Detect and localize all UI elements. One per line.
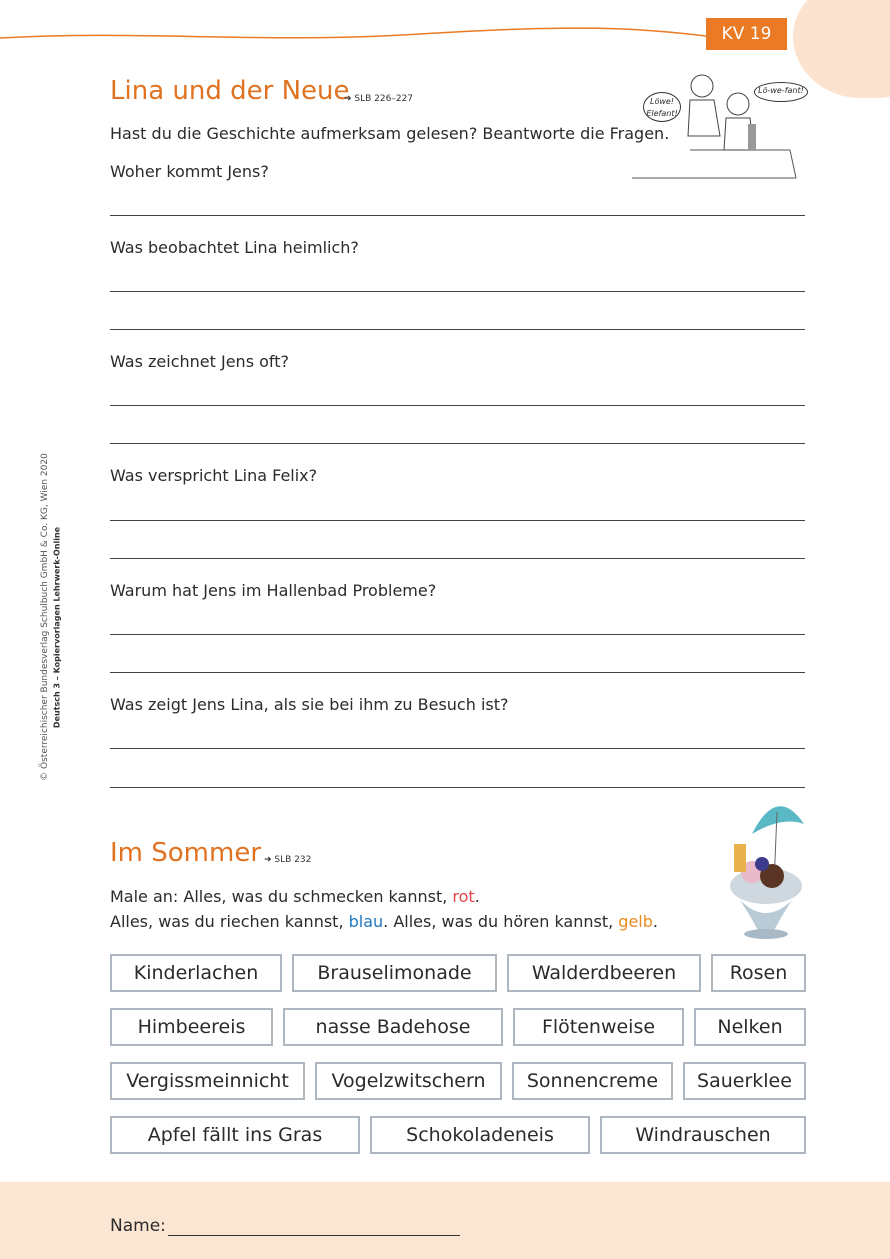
answer-line[interactable] <box>110 520 805 521</box>
word-box[interactable]: Nelken <box>694 1008 806 1046</box>
word-box[interactable]: Vergissmeinnicht <box>110 1062 305 1100</box>
instruction-text: . Alles, was du hören kannst, <box>383 912 619 931</box>
question-1: Woher kommt Jens? <box>110 162 269 181</box>
word-box[interactable]: Sauerklee <box>683 1062 806 1100</box>
word-box[interactable]: Schokoladeneis <box>370 1116 590 1154</box>
color-word-yellow: gelb <box>618 912 653 931</box>
question-4: Was verspricht Lina Felix? <box>110 466 318 485</box>
section1-intro: Hast du die Geschichte aufmerksam gelesen? Beantworte die Fragen. <box>110 124 670 143</box>
answer-line[interactable] <box>110 405 805 406</box>
series-text: Deutsch 3 – Kopiervorlagen Lehrwerk-Online <box>52 526 62 729</box>
copyright-text: © Österreichischer Bundesverlag Schulbuch GmbH & Co. KG, Wien 2020 <box>40 453 50 781</box>
answer-line[interactable] <box>110 215 805 216</box>
word-box[interactable]: Sonnencreme <box>512 1062 673 1100</box>
section2-title: Im Sommer <box>110 838 262 868</box>
instruction-text: . <box>474 887 480 906</box>
answer-line[interactable] <box>110 748 805 749</box>
name-label: Name: <box>110 1216 166 1236</box>
answer-line[interactable] <box>110 634 805 635</box>
section1-title: Lina und der Neue <box>110 76 350 106</box>
word-box[interactable]: Rosen <box>711 954 806 992</box>
answer-line[interactable] <box>110 443 805 444</box>
question-5: Warum hat Jens im Hallenbad Probleme? <box>110 581 437 600</box>
word-box[interactable]: Himbeereis <box>110 1008 273 1046</box>
instruction-text: Alles, was du riechen kannst, <box>110 912 349 931</box>
question-2: Was beobachtet Lina heimlich? <box>110 238 359 257</box>
word-box[interactable]: Brauselimonade <box>292 954 497 992</box>
instruction-text: . <box>652 912 658 931</box>
instruction-line-2 <box>110 912 658 931</box>
instruction-text: Male an: Alles, was du schmecken kannst, <box>110 887 453 906</box>
speech-bubble-left: Löwe! Elefant! <box>643 92 681 122</box>
speech-bubble-right: Lö-we-fant! <box>754 82 808 102</box>
instruction-line-1 <box>110 887 480 906</box>
answer-line[interactable] <box>110 558 805 559</box>
color-word-blue: blau <box>348 912 384 931</box>
word-box[interactable]: Windrauschen <box>600 1116 806 1154</box>
color-word-red: rot <box>452 887 475 906</box>
ice-cream-illustration <box>722 794 812 946</box>
corner-blob <box>793 0 890 98</box>
word-box[interactable]: Kinderlachen <box>110 954 282 992</box>
word-box[interactable]: Flötenweise <box>513 1008 684 1046</box>
name-input-line[interactable] <box>168 1235 460 1236</box>
section1-ref: ➜ SLB 226–227 <box>344 94 414 104</box>
worksheet-badge: KV 19 <box>706 18 787 50</box>
word-box[interactable]: Vogelzwitschern <box>315 1062 502 1100</box>
word-box[interactable]: nasse Badehose <box>283 1008 503 1046</box>
answer-line[interactable] <box>110 291 805 292</box>
question-6: Was zeigt Jens Lina, als sie bei ihm zu Besuch ist? <box>110 695 509 714</box>
answer-line[interactable] <box>110 672 805 673</box>
question-3: Was zeichnet Jens oft? <box>110 352 290 371</box>
word-box[interactable]: Walderdbeeren <box>507 954 701 992</box>
section2-ref: ➜ SLB 232 <box>264 855 312 865</box>
answer-line[interactable] <box>110 787 805 788</box>
word-box[interactable]: Apfel fällt ins Gras <box>110 1116 360 1154</box>
answer-line[interactable] <box>110 329 805 330</box>
